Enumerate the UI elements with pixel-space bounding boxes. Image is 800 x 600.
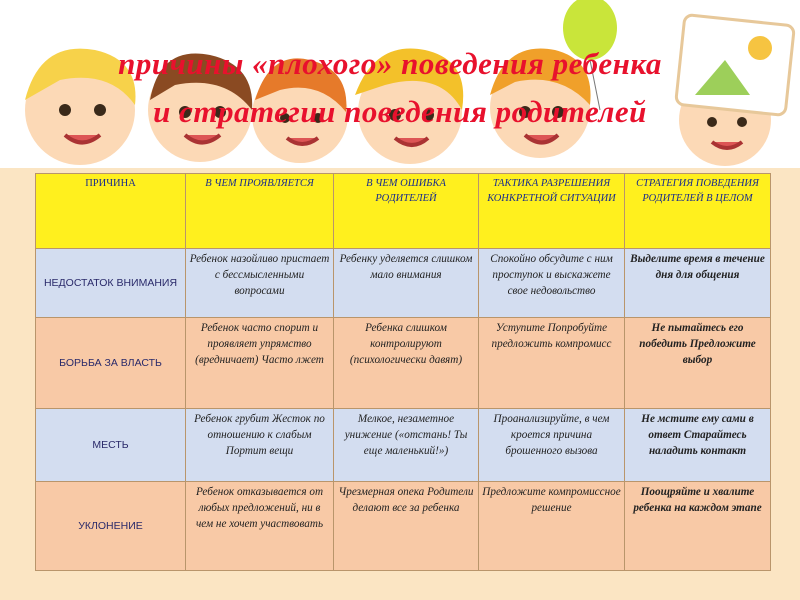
page-title-line-1: причины «плохого» поведения ребенка [118, 46, 662, 81]
table-row [36, 482, 771, 571]
row-parent-mistake: Ребенку уделяется слишком мало внимания [334, 249, 479, 318]
row-manifestation: Ребенок грубит Жесток по отношению к слабым Портит вещи [186, 409, 334, 482]
header-parent-mistake: В ЧЕМ ОШИБКА РОДИТЕЛЕЙ [334, 174, 479, 249]
children-illustration [0, 0, 800, 168]
row-tactic: Спокойно обсудите с ним проступок и выскажете свое недовольство [479, 249, 625, 318]
row-manifestation: Ребенок отказывается от любых предложений, ни в чем не хочет участвовать [186, 482, 334, 571]
row-cause: УКЛОНЕНИЕ [36, 482, 186, 571]
table-row [36, 409, 771, 482]
row-cause: НЕДОСТАТОК ВНИМАНИЯ [36, 249, 186, 318]
table-row [36, 318, 771, 409]
row-strategy: Поощряйте и хвалите ребенка на каждом этапе [625, 482, 771, 571]
row-tactic: Проанализируйте, в чем кроется причина брошенного вызова [479, 409, 625, 482]
row-manifestation: Ребенок часто спорит и проявляет упрямство (вредничает) Часто лжет [186, 318, 334, 409]
behavior-strategies-table [35, 173, 771, 571]
header-manifestation: В ЧЕМ ПРОЯВЛЯЕТСЯ [186, 174, 334, 249]
row-parent-mistake: Чрезмерная опека Родители делают все за ребенка [334, 482, 479, 571]
row-cause: МЕСТЬ [36, 409, 186, 482]
row-parent-mistake: Мелкое, незаметное унижение («отстань! Ты еще маленький!») [334, 409, 479, 482]
row-strategy: Выделите время в течение дня для общения [625, 249, 771, 318]
header-cause: ПРИЧИНА [36, 174, 186, 249]
table-header-row [36, 174, 771, 249]
header-strategy: СТРАТЕГИЯ ПОВЕДЕНИЯ РОДИТЕЛЕЙ В ЦЕЛОМ [625, 174, 771, 249]
row-parent-mistake: Ребенка слишком контролируют (психологически давят) [334, 318, 479, 409]
row-manifestation: Ребенок назойливо пристает с бессмысленными вопросами [186, 249, 334, 318]
row-tactic: Уступите Попробуйте предложить компромисс [479, 318, 625, 409]
page-title-line-2: и стратегии поведения родителей [153, 94, 647, 129]
row-cause: БОРЬБА ЗА ВЛАСТЬ [36, 318, 186, 409]
table-row [36, 249, 771, 318]
children-illustration-banner [0, 0, 800, 168]
row-strategy: Не мстите ему сами в ответ Старайтесь наладить контакт [625, 409, 771, 482]
header-tactic: ТАКТИКА РАЗРЕШЕНИЯ КОНКРЕТНОЙ СИТУАЦИИ [479, 174, 625, 249]
row-tactic: Предложите компромиссное решение [479, 482, 625, 571]
row-strategy: Не пытайтесь его победить Предложите выбор [625, 318, 771, 409]
